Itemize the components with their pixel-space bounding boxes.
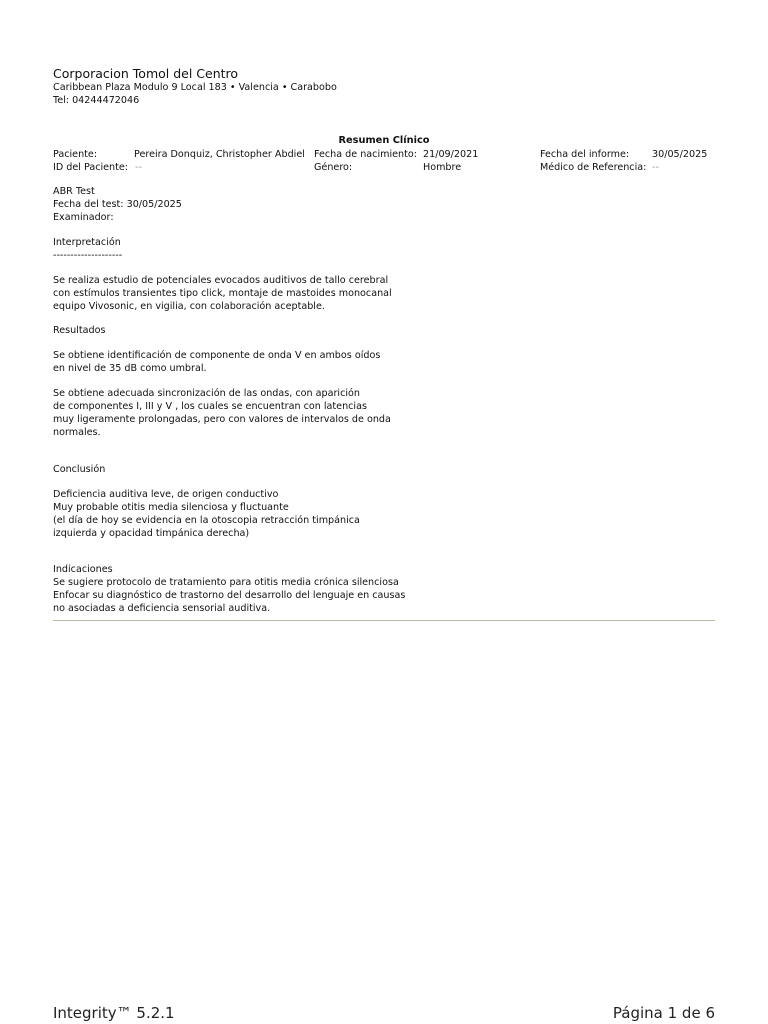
text-line: Se realiza estudio de potenciales evocados auditivos de tallo cerebral bbox=[53, 275, 389, 286]
section-divider bbox=[53, 620, 715, 621]
text-line: normales. bbox=[53, 427, 101, 438]
indications-heading: Indicaciones bbox=[53, 564, 113, 575]
software-version: Integrity™ 5.2.1 bbox=[53, 1004, 175, 1022]
interpretation-paragraph bbox=[53, 274, 453, 313]
text-line: en nivel de 35 dB como umbral. bbox=[53, 363, 207, 374]
report-title: Resumen Clínico bbox=[338, 135, 430, 146]
report-date-label: Fecha del informe: bbox=[540, 149, 630, 160]
text-line: (el día de hoy se evidencia en la otoscopia retracción timpánica bbox=[53, 515, 360, 526]
referring-doctor-label: Médico de Referencia: bbox=[540, 162, 647, 173]
text-line: Se sugiere protocolo de tratamiento para otitis media crónica silenciosa bbox=[53, 577, 399, 588]
conclusion-heading: Conclusión bbox=[53, 464, 106, 475]
results-paragraph-2 bbox=[53, 387, 453, 439]
results-heading: Resultados bbox=[53, 325, 106, 336]
interpretation-underline: -------------------- bbox=[53, 250, 123, 261]
clinic-address: Caribbean Plaza Modulo 9 Local 183 • Valencia • Carabobo bbox=[53, 82, 337, 93]
text-line: izquierda y opacidad timpánica derecha) bbox=[53, 528, 250, 539]
indications-section bbox=[53, 563, 453, 615]
clinic-phone: Tel: 04244472046 bbox=[53, 95, 140, 106]
gender-value: Hombre bbox=[423, 162, 462, 173]
text-line: Se obtiene identificación de componente de onda V en ambos oídos bbox=[53, 350, 381, 361]
text-line: equipo Vivosonic, en vigilia, con colaboración aceptable. bbox=[53, 301, 325, 312]
report-date-value: 30/05/2025 bbox=[652, 149, 708, 160]
patient-name: Pereira Donquiz, Christopher Abdiel bbox=[134, 149, 305, 160]
page-number: Página 1 de 6 bbox=[612, 1004, 715, 1022]
dob-label: Fecha de nacimiento: bbox=[314, 149, 417, 160]
text-line: Deficiencia auditiva leve, de origen conductivo bbox=[53, 489, 279, 500]
text-line: con estímulos transientes tipo click, montaje de mastoides monocanal bbox=[53, 288, 392, 299]
patient-id-label: ID del Paciente: bbox=[53, 162, 129, 173]
text-line: de componentes I, III y V , los cuales se encuentran con latencias bbox=[53, 401, 367, 412]
patient-label: Paciente: bbox=[53, 149, 98, 160]
text-line: no asociadas a deficiencia sensorial auditiva. bbox=[53, 603, 271, 614]
test-date: Fecha del test: 30/05/2025 bbox=[53, 199, 182, 210]
examiner: Examinador: bbox=[53, 212, 114, 223]
referring-doctor-value: -- bbox=[652, 162, 659, 173]
patient-id-value: -- bbox=[135, 162, 142, 173]
clinic-header bbox=[53, 66, 337, 107]
interpretation-heading: Interpretación bbox=[53, 237, 121, 248]
clinic-name: Corporacion Tomol del Centro bbox=[53, 66, 239, 81]
dob-value: 21/09/2021 bbox=[423, 149, 479, 160]
interpretation-section bbox=[53, 236, 453, 262]
conclusion-text bbox=[53, 488, 453, 540]
text-line: Se obtiene adecuada sincronización de las ondas, con aparición bbox=[53, 388, 360, 399]
text-line: Muy probable otitis media silenciosa y fluctuante bbox=[53, 502, 289, 513]
text-line: muy ligeramente prolongadas, pero con valores de intervalos de onda bbox=[53, 414, 391, 425]
text-line: Enfocar su diagnóstico de trastorno del desarrollo del lenguaje en causas bbox=[53, 590, 406, 601]
gender-label: Género: bbox=[314, 162, 353, 173]
results-paragraph-1 bbox=[53, 349, 453, 375]
test-info bbox=[53, 185, 453, 224]
test-name: ABR Test bbox=[53, 186, 95, 197]
